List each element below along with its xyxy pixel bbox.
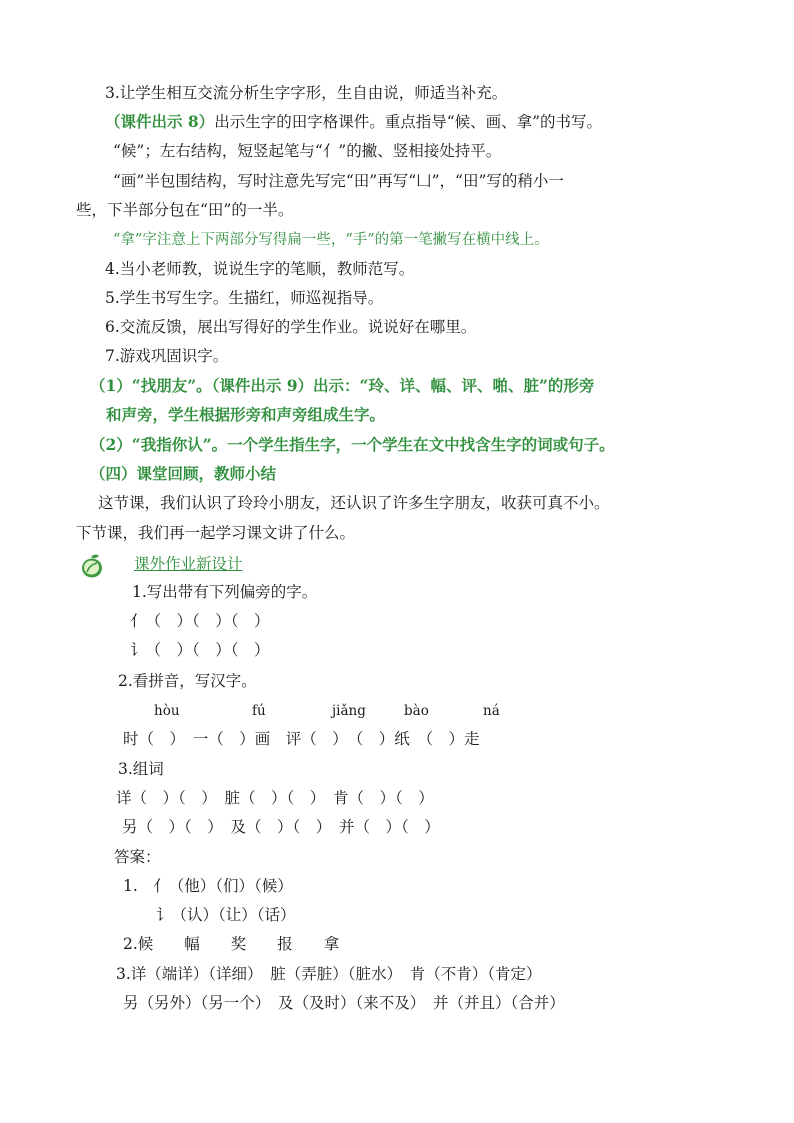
answers-label: 答案：: [114, 848, 161, 866]
step-3: 3.让学生相互交流分析生字字形，生自由说，师适当补充。: [105, 84, 508, 102]
step-5: 5.学生书写生字。生描红，师巡视指导。: [105, 289, 384, 307]
step-4: 4.当小老师教，说说生字的笔顺，教师范写。: [105, 260, 415, 278]
homework-q2-row: 时（ ） 一（ ）画 评（ ） （ ）纸 （ ）走: [123, 730, 480, 748]
game-1-line-2: 和声旁，学生根据形旁和声旁组成生字。: [106, 405, 386, 424]
answer-1-row-1: 1. 亻（他）（们）（候）: [123, 877, 293, 895]
hua-note-line-2: 些，下半部分包在“田”的一半。: [76, 201, 294, 219]
homework-q3-row-2: 另（ ）（ ） 及（ ）（ ） 并（ ）（ ）: [122, 818, 440, 836]
courseware-label-8: （课件出示 8）: [105, 112, 215, 131]
answer-1-row-2: 讠（认）（让）（话）: [156, 906, 296, 924]
homework-q1-row-1: 亻（ ）（ ）（ ）: [130, 612, 270, 630]
summary-line-1: 这节课，我们认识了玲玲小朋友，还认识了许多生字朋友，收获可真不小。: [98, 494, 610, 512]
step-3-show: [105, 111, 602, 133]
hua-note-line-1: “画”半包围结构，写时注意先写完“田”再写“凵”，“田”写的稍小一: [113, 172, 564, 190]
section-4-heading: （四）课堂回顾，教师小结: [90, 464, 277, 483]
game-1-line-1: （1）“找朋友”。（课件出示 9）出示：“玲、详、幅、评、啪、脏”的形旁: [90, 376, 595, 395]
courseware-text-8: 出示生字的田字格课件。重点指导“候、画、拿”的书写。: [214, 113, 603, 131]
homework-q2: 2.看拼音，写汉字。: [118, 672, 257, 690]
pinyin-3: jiǎng: [332, 703, 366, 719]
answer-3-row-1: 3.详（端详）（详细） 脏（弄脏）（脏水） 肯（不肯）（肯定）: [116, 965, 542, 983]
game-2: （2）“我指你认”。一个学生指生字，一个学生在文中找含生字的词或句子。: [90, 435, 615, 454]
step-7: 7.游戏巩固识字。: [105, 347, 229, 365]
homework-q1-row-2: 讠（ ）（ ）（ ）: [130, 641, 270, 659]
homework-q3-row-1: 详（ ）（ ） 脏（ ）（ ） 肯（ ）（ ）: [116, 789, 434, 807]
hou-note: “候”；左右结构，短竖起笔与“亻”的撇、竖相接处持平。: [113, 142, 502, 160]
answer-3-row-2: 另（另外）（另一个） 及（及时）（来不及） 并（并且）（合并）: [123, 994, 565, 1012]
homework-title: 课外作业新设计: [134, 555, 243, 573]
homework-q1: 1.写出带有下列偏旁的字。: [132, 583, 318, 601]
na-note: “拿”字注意上下两部分写得扁一些，“手”的第一笔撇写在横中线上。: [113, 232, 549, 248]
pinyin-1: hòu: [154, 703, 180, 719]
step-6: 6.交流反馈，展出写得好的学生作业。说说好在哪里。: [105, 318, 477, 336]
pinyin-5: ná: [483, 703, 500, 719]
leaf-icon: [80, 553, 104, 579]
summary-line-2: 下节课，我们再一起学习课文讲了什么。: [76, 524, 356, 542]
pinyin-2: fú: [252, 703, 266, 719]
answer-2: 2.候 幅 奖 报 拿: [123, 935, 340, 953]
pinyin-4: bào: [404, 703, 429, 719]
homework-q3: 3.组词: [118, 760, 164, 778]
